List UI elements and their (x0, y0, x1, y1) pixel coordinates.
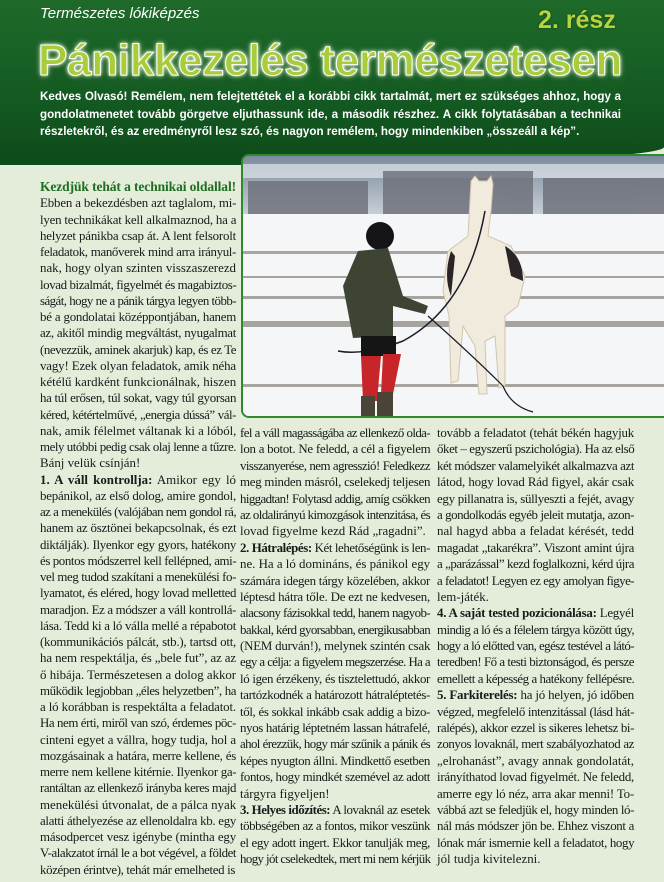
text-line: el egy adott ingert. Ekkor tanulják meg, (240, 835, 430, 850)
text-line: és pontos módszerrel kell fellépned, ami- (40, 553, 237, 568)
text-line: fontos, hogy mindkét szemével az adott (240, 770, 430, 785)
line-text: tárgyra figyeljen! (240, 786, 330, 801)
text-line: ne. Ha a ló domináns, és pánikol egy (240, 557, 431, 572)
text-line: lyen technikákat kell alkalmaznod, ha a (40, 212, 237, 227)
text-line: lon a botot. Ne feledd, a cél a figyelem (240, 442, 431, 457)
text-line (240, 786, 430, 802)
text-line: V-alakzatot írnál le a bot végével, a földet (40, 846, 236, 861)
text-line: lovad bizalmát, figyelmét és magabiztos- (40, 277, 237, 292)
text-line: látod, hogy lovad Rád figyel, akár csak (437, 475, 634, 490)
text-line: a „parázással” kezd foglalkozni, kérd újra (437, 557, 634, 572)
text-line: nyos határig léptetném lassan hátrafelé, (240, 721, 430, 736)
text-line: az oldalirányú kimozgások intenzitása, és (240, 507, 430, 522)
item-title: 2. Hátralépés: (240, 540, 312, 555)
part-label: 2. rész (538, 6, 616, 34)
column-1 (40, 179, 236, 878)
text-line: zonyos lovaknál, mert szabályozhatod az (437, 737, 634, 752)
text-line: helyzet pánikba csap át. A lent felsorolt (40, 228, 236, 243)
item-title: 4. A saját tested pozicionálása: (437, 606, 597, 621)
text-line: alatti áthelyezése az ellenoldalra kb. egy (40, 813, 236, 828)
text-line: higgadtan! Folytasd addig, amíg csökken (240, 491, 430, 506)
text-line: másodpercet vesz igénybe (mintha egy (40, 830, 236, 844)
line-text: lem-játék. (437, 589, 489, 604)
text-line: nal hagyd abba a feladat kérését, tedd (437, 524, 634, 539)
text-line: től, és sokkal inkább csak addig a bizo- (240, 704, 430, 719)
text-line: (NEM durván!), melynek szintén csak (240, 639, 431, 654)
article-header (0, 0, 664, 165)
text-line: tartózkodnék a határozott hátraléptetés- (240, 688, 430, 703)
line-text: lovad figyelme kezd Rád „ragadni”. (240, 524, 426, 539)
text-line: a gondolkodás egyéb jeleit mutatja, azon- (437, 507, 634, 522)
text-line: az a menekülés (valójában nem gondol rá, (40, 505, 236, 519)
line-text: jól tudja kivitelezni. (437, 852, 541, 867)
text-line: ha túl erősen, túl sokat, vagy túl gyorsan (40, 391, 237, 406)
numbered-item-line (240, 540, 430, 556)
text-line: nak, amik félelmet váltanak ki a lóból, (40, 423, 237, 438)
text-line: ságát, hogy ne a pánik tárgya legyen több- (40, 293, 236, 308)
item-title: 5. Farkiterelés: (437, 688, 518, 703)
text-line: kéred, kétértelművé, „energia dússá” vál- (40, 407, 236, 422)
text-line: rantáltan az ellenkező irányba keres majd (40, 781, 236, 796)
text-line: menekülési útvonalat, de a pálca nyak (40, 797, 237, 812)
text-line: két módszer valamelyikét alkalmazva azt (437, 458, 634, 473)
text-line (437, 589, 634, 605)
text-line: alacsony fázisokkal tedd, hanem nagyob- (240, 606, 430, 621)
text-line: működik legjobban „éles helyzetben”, ha (40, 683, 236, 698)
text-line: vel meg tudod szakítani a menekülési fo- (40, 570, 236, 584)
text-line: fel a váll magasságába az ellenkező olda- (240, 426, 430, 440)
line-text: Amikor egy ló (152, 472, 236, 487)
numbered-item-line (240, 802, 430, 818)
text-line: mely utóbbi pedig csak olaj lenne a tűzre. (40, 440, 236, 454)
text-line: (kommunikációs pálcát, stb.), tartsd ott, (40, 635, 236, 649)
text-line: hogy a ló előtted van, egész testével a látó- (437, 639, 634, 654)
text-line: őket – egyszerű pszichológia). Ha az első (437, 442, 635, 457)
text-line: hogy jót cselekedtek, mert mi nem kérjük (240, 852, 431, 867)
text-line (240, 523, 430, 539)
text-line: képes nyugton állni. Mindkettő esetben (240, 753, 430, 768)
text-line: emellett a képesség a hatékony fellépésre. (437, 671, 635, 686)
text-line: mindig a ló és a félelem tárgya között úgy, (437, 622, 634, 637)
text-line: egy pillanatra is, süllyeszti a fejét, avagy (437, 491, 634, 506)
section-heading: Kezdjük tehát a technikai oldallal! (40, 179, 237, 194)
text-line: bakkal, kérd gyorsabban, energikusabban (240, 622, 431, 637)
text-line: nak, hogy olyan szinten visszaszerezd (40, 261, 236, 276)
text-line: nál más módszer jön be. Ehhez viszont a (437, 819, 634, 834)
line-text: A lovaknál az esetek (330, 802, 430, 817)
text-line: merre nem kellene kitérnie. Ilyenkor ga- (40, 765, 237, 779)
text-line: bepánikol, az első dolog, amire gondol, (40, 488, 236, 503)
text-line: „elrohanást”, avagy annak gondolatát, (437, 753, 634, 768)
text-line: teredben! Fő a testi biztonságod, és persze (437, 655, 634, 670)
line-text: Bánj velük csínján! (40, 456, 141, 471)
numbered-item-line (437, 687, 634, 703)
photo-illustration (243, 156, 664, 418)
text-line: cinteni egyet a vállra, hogy tudja, hol a (40, 732, 236, 747)
text-line: ló igen érzékeny, és tisztelettudó, akkor (240, 671, 430, 686)
text-line: lyamatot, és eléred, hogy lovad melletted (40, 586, 236, 601)
text-line: amerre egy ló néz, arra akar menni! To- (437, 786, 634, 801)
column-2 (240, 425, 430, 868)
text-line: vagy! Ezek olyan feladatok, amik néha (40, 358, 236, 373)
text-line: Ha nem érti, miről van szó, érdemes pöc- (40, 716, 236, 731)
numbered-item-line (40, 472, 236, 488)
text-line: ralépés), akkor ezzel is sikeres lehetsz bi- (437, 721, 634, 736)
text-line: ha nem respektálja, és „bele fut”, az az (40, 651, 237, 666)
text-line (437, 851, 634, 867)
item-title: 1. A váll kontrollja: (40, 472, 153, 487)
text-line: kétélű kardként funkcionálnak, hiszen (40, 375, 237, 389)
text-line: feladatok, manőverek mind arra irányul- (40, 245, 236, 259)
column-3 (437, 425, 634, 868)
text-line: ahol érezzük, hogy már szűnik a pánik és (240, 737, 430, 752)
text-line: lónak már ismernie kell a feladatot, hogy (437, 835, 635, 850)
text-line: a feladatot! Legyen ez egy amolyan figye- (437, 573, 634, 588)
article-title: Pánikkezelés természetesen (38, 36, 623, 85)
text-line: többségében az a fontos, mikor veszünk (240, 819, 430, 834)
text-line: vábbá azt se feledjük el, hogy minden ló- (437, 802, 634, 817)
numbered-item-line (437, 605, 634, 621)
text-line: diktálják). Ilyenkor egy gyors, hatékony (40, 537, 236, 552)
text-line: irányíthatod lovad figyelmét. Ne feledd, (437, 770, 634, 785)
text-line: lása. Tedd ki a ló válla mellé a répabotot (40, 618, 236, 633)
text-line: Ebben a bekezdésben azt taglalom, mi- (40, 196, 237, 211)
item-title: 3. Helyes időzítés: (240, 802, 331, 817)
text-line: magadat „takarékra”. Viszont amint újra (437, 540, 634, 555)
text-line: egy a célja: a figyelem megszerzése. Ha a (240, 655, 430, 670)
text-line: mozgásainak a határa, merre kellene, és (40, 748, 236, 763)
section-kicker: Természetes lókiképzés (40, 5, 200, 22)
line-text: Két lehetőségünk is len- (311, 540, 430, 555)
text-line: számára idegen tárgy közelében, akkor (240, 573, 430, 588)
horse-training-photo (241, 154, 664, 418)
line-text: ha jó helyen, jó időben (517, 688, 634, 703)
text-line: léptesd hátra tőle. De ezt ne kedvesen, (240, 589, 430, 604)
text-line: hanem az ösztönei bekapcsolnak, és ezt (40, 521, 237, 536)
text-line: a ló korábban is respektálta a feladatot. (40, 700, 236, 714)
article-intro: Kedves Olvasó! Remélem, nem felejtettétek el a korábbi cikk tartalmát, mert ez szükséges ahhoz, hogy a gondolatmenetet tovább görgetve eljuthassunk ide, a második részhez. A cikk folytatásában a technikai részletekről, és az eredményről lesz szó, és nagyon remélem, hogy mindenkiben „összeáll a kép”. (40, 90, 621, 138)
text-line: ő hibája. Természetesen a dolog akkor (40, 667, 236, 682)
text-line: meg minden másról, cselekedj teljesen (240, 475, 431, 490)
text-line: (nevezzük, aminek akarjuk) kap, és ez Te (40, 342, 236, 357)
text-line: tovább a feladatot (tehát békén hagyjuk (437, 426, 634, 440)
text-line: végzed, megfelelő intenzitással (lásd hát- (437, 704, 634, 719)
line-text: Legyél (596, 606, 634, 621)
text-line (40, 455, 236, 471)
text-line: visszanyerése, nem agresszió! Feledkezz (240, 458, 430, 473)
text-line: középen érintve), tehát már emelheted is (40, 862, 236, 877)
text-line: az, akitől mindig megváltást, nyugalmat (40, 326, 236, 341)
text-line: bé a gondolatai középpontjában, hanem (40, 310, 236, 324)
text-line: maradjon. Ez a módszer a váll kontrollá- (40, 602, 237, 617)
